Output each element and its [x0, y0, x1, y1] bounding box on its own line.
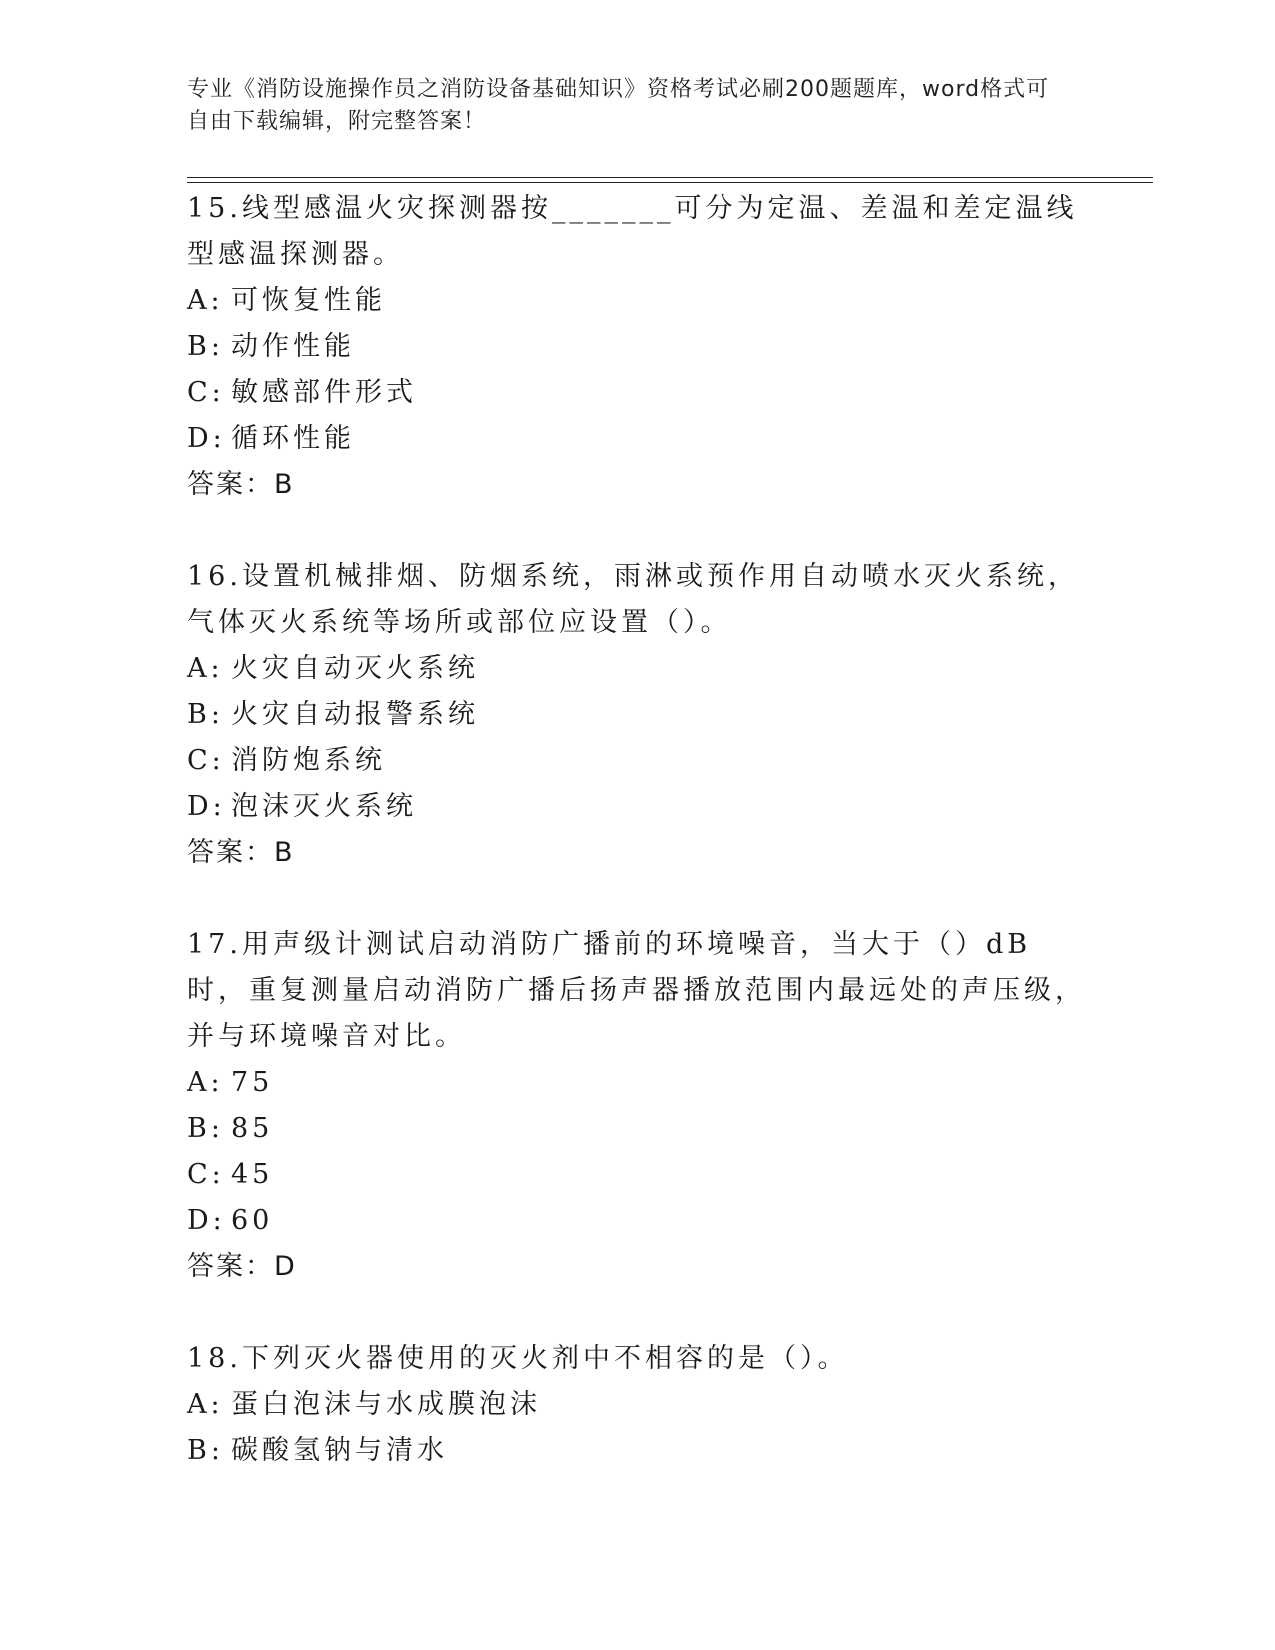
- answer-label: 答案：B: [187, 469, 295, 500]
- question-15: [187, 186, 1087, 508]
- question-stem: 18.下列灭火器使用的灭火剂中不相容的是（）。: [187, 1343, 849, 1374]
- question-stem: 16.设置机械排烟、防烟系统，雨淋或预作用自动喷水灭火系统，气体灭火系统等场所或部位应设置（）。: [187, 561, 1079, 638]
- option-c: [187, 738, 1087, 784]
- option-b: [187, 692, 1087, 738]
- option-letter: C:: [187, 745, 225, 776]
- option-letter: B:: [187, 331, 224, 362]
- option-text: 蛋白泡沫与水成膜泡沫: [231, 1389, 541, 1420]
- option-text: 动作性能: [231, 331, 355, 362]
- option-letter: D:: [187, 423, 226, 454]
- option-a: [187, 1382, 1087, 1428]
- question-stem: 17.用声级计测试启动消防广播前的环境噪音，当大于（）dB时，重复测量启动消防广播后扬声器播放范围内最远处的声压级，并与环境噪音对比。: [187, 929, 1086, 1052]
- option-letter: A:: [187, 285, 224, 316]
- option-text: 泡沫灭火系统: [231, 791, 417, 822]
- option-text: 可恢复性能: [231, 285, 386, 316]
- option-a: [187, 278, 1087, 324]
- question-18: [187, 1336, 1087, 1474]
- option-b: [187, 324, 1087, 370]
- option-letter: A:: [187, 1389, 224, 1420]
- option-letter: B:: [187, 1113, 224, 1144]
- option-letter: D:: [187, 1205, 226, 1236]
- answer-label: 答案：B: [187, 837, 295, 868]
- option-letter: B:: [187, 699, 224, 730]
- option-text: 碳酸氢钠与清水: [231, 1435, 448, 1466]
- option-b: [187, 1106, 1087, 1152]
- option-d: [187, 416, 1087, 462]
- option-text: 消防炮系统: [231, 745, 386, 776]
- question-17: [187, 922, 1087, 1290]
- option-text: 45: [231, 1159, 274, 1190]
- option-letter: D:: [187, 791, 226, 822]
- option-text: 60: [231, 1205, 274, 1236]
- page-header-title: 专业《消防设施操作员之消防设备基础知识》资格考试必刷200题题库，word格式可自由下载编辑，附完整答案！: [187, 77, 1050, 134]
- option-c: [187, 1152, 1087, 1198]
- answer-label: 答案：D: [187, 1251, 297, 1282]
- option-letter: A:: [187, 653, 224, 684]
- option-b: [187, 1428, 1087, 1474]
- option-text: 敏感部件形式: [231, 377, 417, 408]
- header-divider-bottom: [187, 182, 1153, 183]
- option-letter: C:: [187, 377, 225, 408]
- option-text: 火灾自动报警系统: [231, 699, 479, 730]
- option-text: 火灾自动灭火系统: [231, 653, 479, 684]
- option-text: 85: [231, 1113, 274, 1144]
- option-a: [187, 1060, 1087, 1106]
- option-letter: C:: [187, 1159, 225, 1190]
- option-d: [187, 1198, 1087, 1244]
- question-16: [187, 554, 1087, 876]
- option-letter: B:: [187, 1435, 224, 1466]
- header-divider-top: [187, 177, 1153, 178]
- option-d: [187, 784, 1087, 830]
- question-stem: 15.线型感温火灾探测器按_______可分为定温、差温和差定温线型感温探测器。: [187, 193, 1078, 270]
- option-text: 75: [231, 1067, 274, 1098]
- option-c: [187, 370, 1087, 416]
- option-text: 循环性能: [231, 423, 355, 454]
- option-letter: A:: [187, 1067, 224, 1098]
- option-a: [187, 646, 1087, 692]
